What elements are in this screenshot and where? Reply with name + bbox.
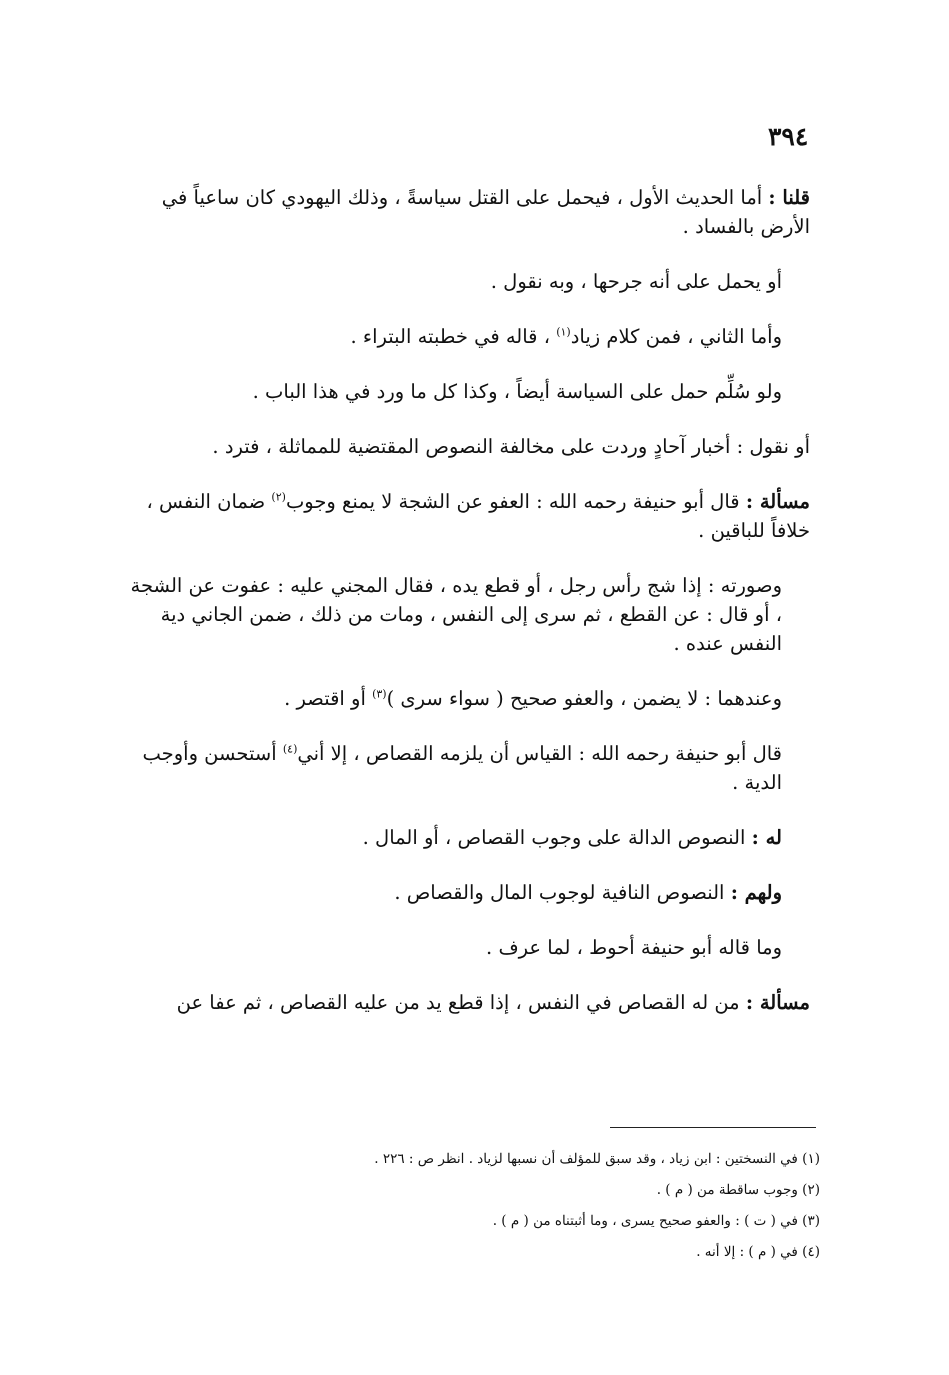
paragraph-text: ضمان النفس ، خلافاً للباقين . bbox=[146, 490, 810, 542]
paragraph-text: قال أبو حنيفة رحمه الله : العفو عن الشجة لا يمنع وجوب bbox=[285, 490, 746, 513]
paragraph-lead: ولهم : bbox=[730, 881, 782, 904]
paragraph-2 bbox=[120, 267, 810, 296]
paragraph-text: وما قاله أبو حنيفة أحوط ، لما عرف . bbox=[486, 936, 782, 959]
paragraph-text: أستحسن وأوجب الدية . bbox=[142, 742, 782, 794]
paragraph-text: ، قاله في خطبته البتراء . bbox=[350, 325, 557, 348]
paragraph-text: أما الحديث الأول ، فيحمل على القتل سياسةً ، وذلك اليهودي كان ساعياً في الأرض بالفساد . bbox=[161, 186, 810, 238]
paragraph-12 bbox=[120, 933, 810, 962]
paragraph-text: أو يحمل على أنه جرحها ، وبه نقول . bbox=[490, 270, 782, 293]
paragraph-text: ولو سُلِّم حمل على السياسة أيضاً ، وكذا كل ما ورد في هذا الباب . bbox=[252, 380, 782, 403]
footnotes bbox=[300, 1144, 820, 1268]
paragraph-text: من له القصاص في النفس ، إذا قطع يد من عليه القصاص ، ثم عفا عن bbox=[176, 991, 746, 1014]
paragraph-9 bbox=[120, 739, 810, 797]
paragraph-7 bbox=[120, 571, 810, 658]
paragraph-lead: قلنا : bbox=[768, 186, 810, 209]
paragraph-6 bbox=[120, 487, 810, 545]
page-number: ٣٩٤ bbox=[768, 122, 809, 151]
paragraph-text: وعندهما : لا يضمن ، والعفو صحيح ( سواء سرى ) bbox=[386, 687, 782, 710]
paragraph-10 bbox=[120, 823, 810, 852]
main-text bbox=[120, 183, 810, 1043]
paragraph-text: وأما الثاني ، فمن كلام زياد bbox=[570, 325, 782, 348]
footnote-ref-4: (٤) bbox=[282, 742, 298, 756]
paragraph-1 bbox=[120, 183, 810, 241]
paragraph-lead: مسألة : bbox=[745, 490, 810, 513]
paragraph-text: النصوص النافية لوجوب المال والقصاص . bbox=[394, 881, 731, 904]
footnote-ref-3: (٣) bbox=[372, 687, 387, 701]
footnote-2: (٢) وجوب ساقطة من ( م ) . bbox=[656, 1182, 820, 1198]
paragraph-text: أو اقتصر . bbox=[284, 687, 373, 710]
footnote-divider bbox=[610, 1127, 816, 1128]
paragraph-11 bbox=[120, 878, 810, 907]
footnote-ref-2: (٢) bbox=[271, 490, 286, 504]
paragraph-text: وصورته : إذا شج رأس رجل ، أو قطع يده ، فقال المجني عليه : عفوت عن الشجة ، أو قال : عن القطع ، ثم سرى إلى النفس ، ومات من ذلك ، ضمن الجاني دية النفس عنده . bbox=[130, 574, 782, 655]
footnote-ref-1: (١) bbox=[556, 325, 571, 339]
paragraph-lead: له : bbox=[751, 826, 782, 849]
paragraph-lead: مسألة : bbox=[745, 991, 810, 1014]
paragraph-5 bbox=[120, 432, 810, 461]
paragraph-4 bbox=[120, 377, 810, 406]
paragraph-text: النصوص الدالة على وجوب القصاص ، أو المال . bbox=[362, 826, 752, 849]
paragraph-8 bbox=[120, 684, 810, 713]
paragraph-text: قال أبو حنيفة رحمه الله : القياس أن يلزمه القصاص ، إلا أني bbox=[297, 742, 782, 765]
footnote-4: (٤) في ( م ) : إلا أنه . bbox=[696, 1244, 820, 1260]
paragraph-text: أو نقول : أخبار آحادٍ وردت على مخالفة النصوص المقتضية للمماثلة ، فترد . bbox=[212, 435, 810, 458]
paragraph-13 bbox=[120, 988, 810, 1017]
footnote-3: (٣) في ( ت ) : والعفو صحيح يسرى ، وما أثبتناه من ( م ) . bbox=[492, 1213, 820, 1229]
paragraph-3 bbox=[120, 322, 810, 351]
footnote-1: (١) في النسختين : ابن زياد ، وقد سبق للمؤلف أن نسبها لزياد . انظر ص : ٢٢٦ . bbox=[374, 1151, 820, 1167]
